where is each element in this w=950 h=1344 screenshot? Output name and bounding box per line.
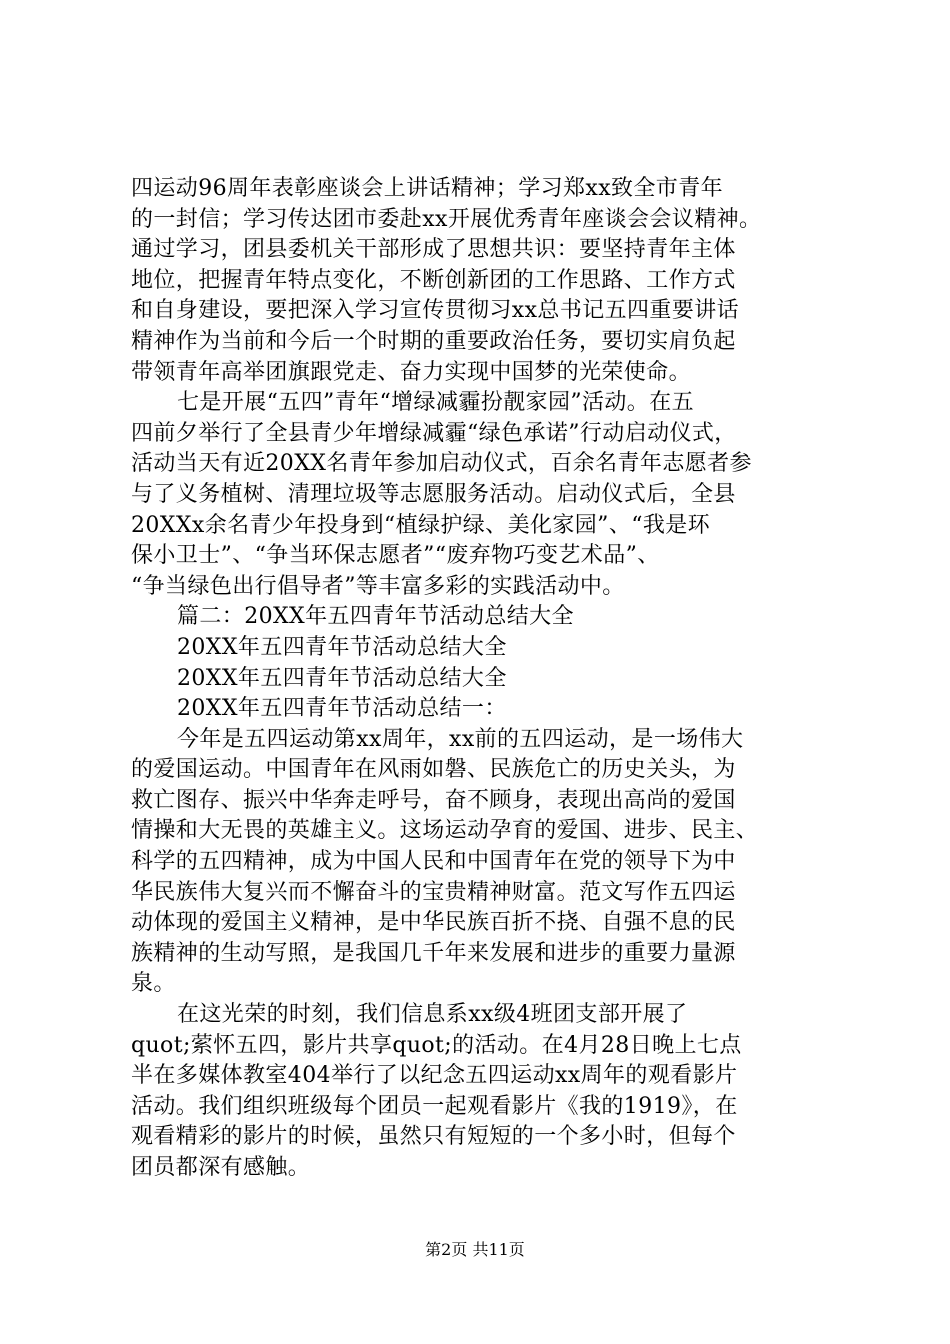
text-line: 观看精彩的影片的时候，虽然只有短短的一个多小时，但每个 (131, 1124, 736, 1150)
text-line: 地位，把握青年特点变化，不断创新团的工作思路、工作方式 (131, 267, 736, 293)
text-line: 团员都深有感触。 (131, 1155, 311, 1180)
text-line: 20XXx余名青少年投身到“植绿护绿、美化家园”、“我是环 (131, 512, 711, 538)
text-line: 四运动96周年表彰座谈会上讲话精神；学习郑xx致全市青年 (131, 176, 724, 201)
text-line: 与了义务植树、清理垃圾等志愿服务活动。启动仪式后，全县 (131, 481, 736, 507)
text-line: quot;萦怀五四，影片共享quot;的活动。在4月28日晚上七点 (131, 1032, 742, 1058)
text-line: 华民族伟大复兴而不懈奋斗的宝贵精神财富。范文写作五四运 (131, 879, 736, 905)
text-line: 和自身建设，要把深入学习宣传贯彻习xx总书记五四重要讲话 (131, 298, 740, 324)
text-line: 科学的五四精神，成为中国人民和中国青年在党的领导下为中 (131, 849, 736, 875)
text-line: 通过学习，团县委机关干部形成了思想共识：要坚持青年主体 (131, 237, 736, 263)
section-heading: 20XX年五四青年节活动总结一： (177, 696, 507, 722)
text-line: 族精神的生动写照，是我国几千年来发展和进步的重要力量源 (131, 940, 736, 966)
section-heading: 篇二：20XX年五四青年节活动总结大全 (177, 604, 574, 630)
text-line: 在这光荣的时刻，我们信息系xx级4班团支部开展了 (177, 1002, 688, 1028)
text-line: 活动。我们组织班级每个团员一起观看影片《我的1919》，在 (131, 1093, 738, 1119)
text-line: 泉。 (131, 971, 176, 997)
text-line: 四前夕举行了全县青少年增绿减霾“绿色承诺”行动启动仪式， (131, 420, 737, 446)
text-line: 七是开展“五四”青年“增绿减霾扮靓家园”活动。在五 (177, 390, 694, 416)
text-line: 活动当天有近20XX名青年参加启动仪式，百余名青年志愿者参 (131, 451, 752, 477)
page-footer: 第2页 共11页 (425, 1240, 525, 1259)
text-line: 保小卫士”、“争当环保志愿者”“废弃物巧变艺术品”、 (131, 543, 660, 569)
text-line: 半在多媒体教室404举行了以纪念五四运动xx周年的观看影片 (131, 1063, 738, 1089)
text-line: 精神作为当前和今后一个时期的重要政治任务，要切实肩负起 (131, 328, 736, 354)
text-line: 情操和大无畏的英雄主义。这场运动孕育的爱国、进步、民主、 (131, 818, 759, 844)
text-line: 的爱国运动。中国青年在风雨如磐、民族危亡的历史关头，为 (131, 757, 736, 783)
text-line: “争当绿色出行倡导者”等丰富多彩的实践活动中。 (131, 573, 625, 599)
section-heading: 20XX年五四青年节活动总结大全 (177, 665, 507, 691)
text-line: 救亡图存、振兴中华奔走呼号，奋不顾身，表现出高尚的爱国 (131, 787, 736, 813)
text-line: 今年是五四运动第xx周年，xx前的五四运动，是一场伟大 (177, 726, 744, 752)
document-body (131, 174, 831, 1184)
text-line: 带领青年高举团旗跟党走、奋力实现中国梦的光荣使命。 (131, 359, 692, 385)
text-line: 动体现的爱国主义精神，是中华民族百折不挠、自强不息的民 (131, 910, 736, 936)
text-line: 的一封信；学习传达团市委赴xx开展优秀青年座谈会会议精神。 (131, 206, 762, 232)
section-heading: 20XX年五四青年节活动总结大全 (177, 634, 507, 660)
